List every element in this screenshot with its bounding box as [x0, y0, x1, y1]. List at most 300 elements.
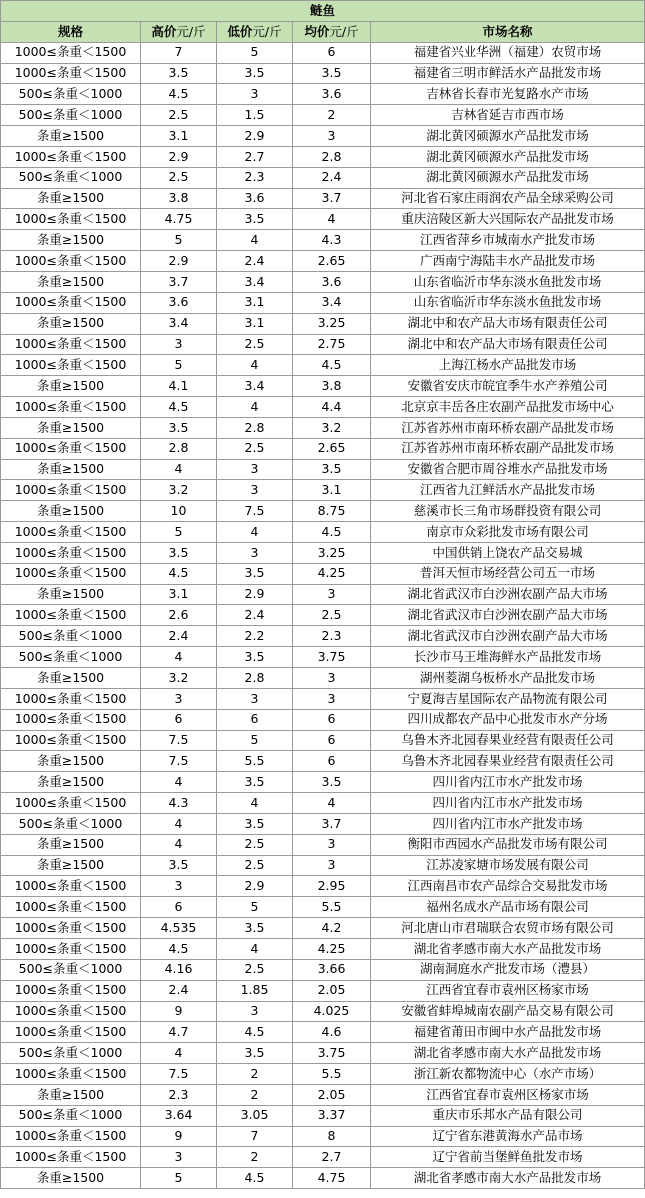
cell-avg-price: 6: [293, 751, 371, 772]
cell-market: 福建省三明市鲜活水产品批发市场: [371, 63, 645, 84]
table-row: [1, 1064, 645, 1085]
table-row: [1, 813, 645, 834]
cell-market: 四川省内江市水产批发市场: [371, 793, 645, 814]
cell-low-price: 2.5: [217, 334, 293, 355]
cell-avg-price: 3: [293, 855, 371, 876]
cell-spec: 1000≤条重＜1500: [1, 542, 141, 563]
cell-avg-price: 4: [293, 209, 371, 230]
cell-spec: 1000≤条重＜1500: [1, 1022, 141, 1043]
cell-low-price: 5: [217, 897, 293, 918]
cell-high-price: 3.8: [141, 188, 217, 209]
table-row: [1, 397, 645, 418]
table-row: [1, 938, 645, 959]
cell-avg-price: 3.66: [293, 959, 371, 980]
cell-spec: 1000≤条重＜1500: [1, 251, 141, 272]
cell-market: 江西省宜春市袁州区杨家市场: [371, 980, 645, 1001]
table-row: [1, 605, 645, 626]
cell-spec: 500≤条重＜1000: [1, 105, 141, 126]
table-row: [1, 834, 645, 855]
cell-avg-price: 4.75: [293, 1168, 371, 1189]
cell-spec: 条重≥1500: [1, 668, 141, 689]
cell-low-price: 3.5: [217, 772, 293, 793]
table-row: [1, 376, 645, 397]
cell-high-price: 2.4: [141, 980, 217, 1001]
table-title: 鲢鱼: [1, 1, 645, 22]
table-row: [1, 584, 645, 605]
cell-high-price: 4: [141, 647, 217, 668]
cell-low-price: 3.5: [217, 1043, 293, 1064]
cell-low-price: 3: [217, 480, 293, 501]
cell-low-price: 4: [217, 522, 293, 543]
cell-low-price: 2: [217, 1064, 293, 1085]
cell-low-price: 2.4: [217, 251, 293, 272]
cell-spec: 1000≤条重＜1500: [1, 793, 141, 814]
table-row: [1, 42, 645, 63]
table-row: [1, 63, 645, 84]
cell-avg-price: 5.5: [293, 897, 371, 918]
cell-high-price: 3.5: [141, 542, 217, 563]
cell-spec: 条重≥1500: [1, 1084, 141, 1105]
cell-spec: 条重≥1500: [1, 459, 141, 480]
cell-low-price: 2.9: [217, 584, 293, 605]
cell-avg-price: 3.8: [293, 376, 371, 397]
title-row: [1, 1, 645, 22]
cell-market: 江西南昌市农产品综合交易批发市场: [371, 876, 645, 897]
table-row: [1, 668, 645, 689]
table-row: [1, 188, 645, 209]
table-row: [1, 167, 645, 188]
cell-avg-price: 3.37: [293, 1105, 371, 1126]
cell-avg-price: 2.65: [293, 251, 371, 272]
cell-spec: 500≤条重＜1000: [1, 84, 141, 105]
cell-spec: 1000≤条重＜1500: [1, 938, 141, 959]
cell-market: 湖北黄冈硕源水产品批发市场: [371, 146, 645, 167]
cell-spec: 500≤条重＜1000: [1, 1105, 141, 1126]
cell-high-price: 6: [141, 897, 217, 918]
header-avg-label: 均价: [304, 23, 330, 39]
cell-spec: 1000≤条重＜1500: [1, 63, 141, 84]
cell-high-price: 4.5: [141, 397, 217, 418]
cell-spec: 1000≤条重＜1500: [1, 209, 141, 230]
cell-high-price: 4.16: [141, 959, 217, 980]
cell-market: 河北省石家庄雨润农产品全球采购公司: [371, 188, 645, 209]
cell-high-price: 4: [141, 834, 217, 855]
cell-avg-price: 3: [293, 668, 371, 689]
cell-spec: 条重≥1500: [1, 834, 141, 855]
cell-spec: 条重≥1500: [1, 417, 141, 438]
cell-spec: 条重≥1500: [1, 188, 141, 209]
cell-avg-price: 6: [293, 709, 371, 730]
cell-market: 湖北黄冈硕源水产品批发市场: [371, 167, 645, 188]
cell-avg-price: 2.3: [293, 626, 371, 647]
cell-avg-price: 6: [293, 42, 371, 63]
table-row: [1, 84, 645, 105]
cell-low-price: 1.5: [217, 105, 293, 126]
cell-market: 吉林省延吉市西市场: [371, 105, 645, 126]
cell-spec: 1000≤条重＜1500: [1, 397, 141, 418]
cell-high-price: 2.9: [141, 251, 217, 272]
cell-market: 浙江新农都物流中心（水产市场）: [371, 1064, 645, 1085]
cell-high-price: 4.75: [141, 209, 217, 230]
cell-low-price: 3.5: [217, 209, 293, 230]
cell-low-price: 2.9: [217, 126, 293, 147]
cell-spec: 500≤条重＜1000: [1, 813, 141, 834]
cell-low-price: 2.5: [217, 855, 293, 876]
header-spec: 规格: [1, 21, 141, 42]
cell-high-price: 4.7: [141, 1022, 217, 1043]
cell-avg-price: 4.5: [293, 522, 371, 543]
cell-high-price: 4.1: [141, 376, 217, 397]
cell-high-price: 4: [141, 772, 217, 793]
table-row: [1, 730, 645, 751]
table-row: [1, 980, 645, 1001]
cell-avg-price: 3.25: [293, 542, 371, 563]
cell-spec: 500≤条重＜1000: [1, 167, 141, 188]
cell-low-price: 2.3: [217, 167, 293, 188]
cell-low-price: 3.05: [217, 1105, 293, 1126]
cell-high-price: 5: [141, 522, 217, 543]
table-row: [1, 355, 645, 376]
cell-spec: 条重≥1500: [1, 855, 141, 876]
cell-high-price: 3.6: [141, 292, 217, 313]
cell-spec: 1000≤条重＜1500: [1, 292, 141, 313]
cell-low-price: 4: [217, 793, 293, 814]
cell-market: 四川成都农产品中心批发市水产分场: [371, 709, 645, 730]
cell-high-price: 3.2: [141, 668, 217, 689]
table-row: [1, 1084, 645, 1105]
cell-high-price: 2.4: [141, 626, 217, 647]
cell-high-price: 3.64: [141, 1105, 217, 1126]
cell-avg-price: 3.7: [293, 813, 371, 834]
cell-market: 湖北省武汉市白沙洲农副产品大市场: [371, 584, 645, 605]
cell-spec: 条重≥1500: [1, 584, 141, 605]
cell-avg-price: 4.2: [293, 918, 371, 939]
table-row: [1, 772, 645, 793]
cell-low-price: 3: [217, 459, 293, 480]
cell-low-price: 3: [217, 1001, 293, 1022]
cell-avg-price: 2.4: [293, 167, 371, 188]
table-row: [1, 1043, 645, 1064]
cell-market: 湖南洞庭水产批发市场（澧县）: [371, 959, 645, 980]
cell-avg-price: 6: [293, 730, 371, 751]
cell-low-price: 4: [217, 938, 293, 959]
cell-high-price: 2.3: [141, 1084, 217, 1105]
cell-low-price: 3.5: [217, 563, 293, 584]
cell-high-price: 4.3: [141, 793, 217, 814]
table-row: [1, 271, 645, 292]
cell-high-price: 6: [141, 709, 217, 730]
cell-market: 江苏凌家塘市场发展有限公司: [371, 855, 645, 876]
cell-spec: 1000≤条重＜1500: [1, 897, 141, 918]
cell-avg-price: 4.3: [293, 230, 371, 251]
cell-avg-price: 3.7: [293, 188, 371, 209]
cell-market: 福州名成水产品市场有限公司: [371, 897, 645, 918]
cell-spec: 1000≤条重＜1500: [1, 1126, 141, 1147]
table-row: [1, 251, 645, 272]
table-row: [1, 459, 645, 480]
cell-low-price: 3.5: [217, 918, 293, 939]
cell-avg-price: 3.6: [293, 271, 371, 292]
cell-low-price: 3.6: [217, 188, 293, 209]
cell-high-price: 3.1: [141, 584, 217, 605]
cell-market: 安徽省安庆市皖宜季牛水产养殖公司: [371, 376, 645, 397]
cell-spec: 1000≤条重＜1500: [1, 563, 141, 584]
cell-spec: 1000≤条重＜1500: [1, 438, 141, 459]
cell-avg-price: 3.1: [293, 480, 371, 501]
header-low-price: [217, 21, 293, 42]
cell-low-price: 2.5: [217, 438, 293, 459]
header-low-label: 低价: [227, 23, 253, 39]
cell-spec: 条重≥1500: [1, 501, 141, 522]
cell-low-price: 2.9: [217, 876, 293, 897]
table-row: [1, 209, 645, 230]
cell-low-price: 2.8: [217, 417, 293, 438]
cell-high-price: 9: [141, 1126, 217, 1147]
table-row: [1, 563, 645, 584]
cell-high-price: 3.4: [141, 313, 217, 334]
cell-low-price: 2.2: [217, 626, 293, 647]
cell-high-price: 10: [141, 501, 217, 522]
cell-market: 江苏省苏州市南环桥农副产品批发市场: [371, 438, 645, 459]
cell-spec: 1000≤条重＜1500: [1, 42, 141, 63]
table-row: [1, 1022, 645, 1043]
header-market: 市场名称: [371, 21, 645, 42]
cell-avg-price: 4.4: [293, 397, 371, 418]
cell-high-price: 2.5: [141, 105, 217, 126]
table-row: [1, 855, 645, 876]
cell-market: 湖北中和农产品大市场有限责任公司: [371, 334, 645, 355]
table-row: [1, 688, 645, 709]
cell-avg-price: 2.05: [293, 980, 371, 1001]
cell-high-price: 4.5: [141, 563, 217, 584]
table-row: [1, 438, 645, 459]
cell-market: 江西省九江鲜活水产品批发市场: [371, 480, 645, 501]
cell-avg-price: 2.65: [293, 438, 371, 459]
cell-high-price: 7: [141, 42, 217, 63]
cell-market: 乌鲁木齐北园春果业经营有限责任公司: [371, 730, 645, 751]
cell-market: 湖北省孝感市南大水产品批发市场: [371, 1043, 645, 1064]
cell-avg-price: 2.5: [293, 605, 371, 626]
cell-spec: 1000≤条重＜1500: [1, 334, 141, 355]
cell-high-price: 4: [141, 813, 217, 834]
table-row: [1, 751, 645, 772]
cell-avg-price: 3.4: [293, 292, 371, 313]
cell-market: 湖北省武汉市白沙洲农副产品大市场: [371, 626, 645, 647]
table-row: [1, 709, 645, 730]
cell-low-price: 2.7: [217, 146, 293, 167]
cell-avg-price: 3.2: [293, 417, 371, 438]
cell-avg-price: 3: [293, 126, 371, 147]
cell-spec: 1000≤条重＜1500: [1, 146, 141, 167]
cell-spec: 条重≥1500: [1, 376, 141, 397]
cell-avg-price: 4.25: [293, 563, 371, 584]
table-row: [1, 1105, 645, 1126]
cell-low-price: 2: [217, 1084, 293, 1105]
cell-high-price: 4: [141, 1043, 217, 1064]
table-row: [1, 501, 645, 522]
cell-high-price: 4.5: [141, 938, 217, 959]
cell-avg-price: 2.95: [293, 876, 371, 897]
table-row: [1, 1147, 645, 1168]
cell-market: 江苏省苏州市南环桥农副产品批发市场: [371, 417, 645, 438]
cell-low-price: 3: [217, 84, 293, 105]
cell-market: 中国供销上饶农产品交易城: [371, 542, 645, 563]
cell-market: 山东省临沂市华东淡水鱼批发市场: [371, 292, 645, 313]
cell-avg-price: 4.025: [293, 1001, 371, 1022]
cell-market: 四川省内江市水产批发市场: [371, 813, 645, 834]
cell-spec: 1000≤条重＜1500: [1, 480, 141, 501]
cell-market: 重庆涪陵区新大兴国际农产品批发市场: [371, 209, 645, 230]
table-row: [1, 230, 645, 251]
cell-low-price: 3.5: [217, 63, 293, 84]
cell-avg-price: 2.05: [293, 1084, 371, 1105]
cell-market: 慈溪市长三角市场群投资有限公司: [371, 501, 645, 522]
cell-avg-price: 8.75: [293, 501, 371, 522]
cell-high-price: 2.5: [141, 167, 217, 188]
cell-low-price: 4: [217, 355, 293, 376]
cell-high-price: 7.5: [141, 1064, 217, 1085]
header-high-label: 高价: [151, 23, 177, 39]
cell-low-price: 1.85: [217, 980, 293, 1001]
cell-spec: 条重≥1500: [1, 271, 141, 292]
cell-avg-price: 5.5: [293, 1064, 371, 1085]
cell-low-price: 2.5: [217, 834, 293, 855]
cell-spec: 1000≤条重＜1500: [1, 876, 141, 897]
cell-high-price: 5: [141, 355, 217, 376]
cell-low-price: 5: [217, 730, 293, 751]
cell-low-price: 2.5: [217, 959, 293, 980]
cell-avg-price: 8: [293, 1126, 371, 1147]
cell-high-price: 4: [141, 459, 217, 480]
table-row: [1, 793, 645, 814]
table-row: [1, 542, 645, 563]
table-row: [1, 480, 645, 501]
cell-market: 湖州菱湖乌板桥水产品批发市场: [371, 668, 645, 689]
cell-high-price: 4.5: [141, 84, 217, 105]
cell-avg-price: 3.75: [293, 647, 371, 668]
cell-avg-price: 3: [293, 584, 371, 605]
cell-market: 河北唐山市君瑞联合农贸市场有限公司: [371, 918, 645, 939]
cell-high-price: 3: [141, 1147, 217, 1168]
cell-avg-price: 3.75: [293, 1043, 371, 1064]
cell-avg-price: 4.6: [293, 1022, 371, 1043]
cell-avg-price: 2.7: [293, 1147, 371, 1168]
cell-spec: 1000≤条重＜1500: [1, 730, 141, 751]
table-row: [1, 647, 645, 668]
cell-avg-price: 3.5: [293, 459, 371, 480]
table-row: [1, 876, 645, 897]
cell-low-price: 5.5: [217, 751, 293, 772]
cell-avg-price: 3.5: [293, 772, 371, 793]
cell-high-price: 2.6: [141, 605, 217, 626]
cell-avg-price: 4.25: [293, 938, 371, 959]
cell-avg-price: 3: [293, 688, 371, 709]
cell-low-price: 2.4: [217, 605, 293, 626]
cell-high-price: 3: [141, 334, 217, 355]
cell-high-price: 4.535: [141, 918, 217, 939]
cell-high-price: 3: [141, 876, 217, 897]
cell-market: 湖北省孝感市南大水产品批发市场: [371, 938, 645, 959]
cell-market: 吉林省长春市光复路水产市场: [371, 84, 645, 105]
cell-market: 乌鲁木齐北园春果业经营有限责任公司: [371, 751, 645, 772]
table-row: [1, 126, 645, 147]
cell-high-price: 2.9: [141, 146, 217, 167]
cell-high-price: 3.7: [141, 271, 217, 292]
cell-spec: 500≤条重＜1000: [1, 647, 141, 668]
cell-low-price: 4.5: [217, 1168, 293, 1189]
cell-market: 江西省萍乡市城南水产批发市场: [371, 230, 645, 251]
header-low-unit: 元/斤: [252, 23, 282, 39]
cell-avg-price: 3: [293, 834, 371, 855]
cell-spec: 500≤条重＜1000: [1, 959, 141, 980]
table-row: [1, 313, 645, 334]
cell-market: 南京市众彩批发市场有限公司: [371, 522, 645, 543]
cell-spec: 1000≤条重＜1500: [1, 355, 141, 376]
cell-market: 湖北省武汉市白沙洲农副产品大市场: [371, 605, 645, 626]
cell-low-price: 3.5: [217, 647, 293, 668]
cell-market: 湖北黄冈硕源水产品批发市场: [371, 126, 645, 147]
cell-market: 普洱天恒市场经营公司五一市场: [371, 563, 645, 584]
cell-spec: 1000≤条重＜1500: [1, 605, 141, 626]
table-row: [1, 918, 645, 939]
cell-spec: 1000≤条重＜1500: [1, 1147, 141, 1168]
cell-spec: 条重≥1500: [1, 1168, 141, 1189]
cell-low-price: 3: [217, 688, 293, 709]
cell-high-price: 5: [141, 1168, 217, 1189]
cell-avg-price: 3.5: [293, 63, 371, 84]
cell-low-price: 3.4: [217, 376, 293, 397]
header-row: [1, 21, 645, 42]
cell-low-price: 3.4: [217, 271, 293, 292]
cell-low-price: 3: [217, 542, 293, 563]
table-row: [1, 897, 645, 918]
cell-market: 广西南宁海陆丰水产品批发市场: [371, 251, 645, 272]
cell-high-price: 7.5: [141, 730, 217, 751]
cell-spec: 条重≥1500: [1, 751, 141, 772]
cell-market: 福建省莆田市闽中水产品批发市场: [371, 1022, 645, 1043]
cell-high-price: 9: [141, 1001, 217, 1022]
cell-spec: 500≤条重＜1000: [1, 1043, 141, 1064]
cell-spec: 1000≤条重＜1500: [1, 1001, 141, 1022]
table-row: [1, 1168, 645, 1189]
cell-spec: 1000≤条重＜1500: [1, 980, 141, 1001]
cell-low-price: 4.5: [217, 1022, 293, 1043]
cell-market: 衡阳市西园水产品批发市场有限公司: [371, 834, 645, 855]
cell-low-price: 3.5: [217, 813, 293, 834]
cell-low-price: 6: [217, 709, 293, 730]
table-row: [1, 292, 645, 313]
cell-spec: 1000≤条重＜1500: [1, 522, 141, 543]
cell-high-price: 3: [141, 688, 217, 709]
cell-spec: 条重≥1500: [1, 772, 141, 793]
cell-market: 安徽省蚌埠城南农副产品交易有限公司: [371, 1001, 645, 1022]
cell-market: 辽宁省前当堡鲜鱼批发市场: [371, 1147, 645, 1168]
cell-low-price: 7.5: [217, 501, 293, 522]
table-row: [1, 105, 645, 126]
cell-spec: 条重≥1500: [1, 230, 141, 251]
header-high-unit: 元/斤: [176, 23, 206, 39]
cell-avg-price: 2: [293, 105, 371, 126]
cell-avg-price: 3.6: [293, 84, 371, 105]
cell-high-price: 5: [141, 230, 217, 251]
cell-high-price: 3.5: [141, 855, 217, 876]
cell-spec: 1000≤条重＜1500: [1, 1064, 141, 1085]
cell-avg-price: 2.75: [293, 334, 371, 355]
table-row: [1, 522, 645, 543]
cell-high-price: 2.8: [141, 438, 217, 459]
cell-low-price: 2: [217, 1147, 293, 1168]
table-row: [1, 1126, 645, 1147]
